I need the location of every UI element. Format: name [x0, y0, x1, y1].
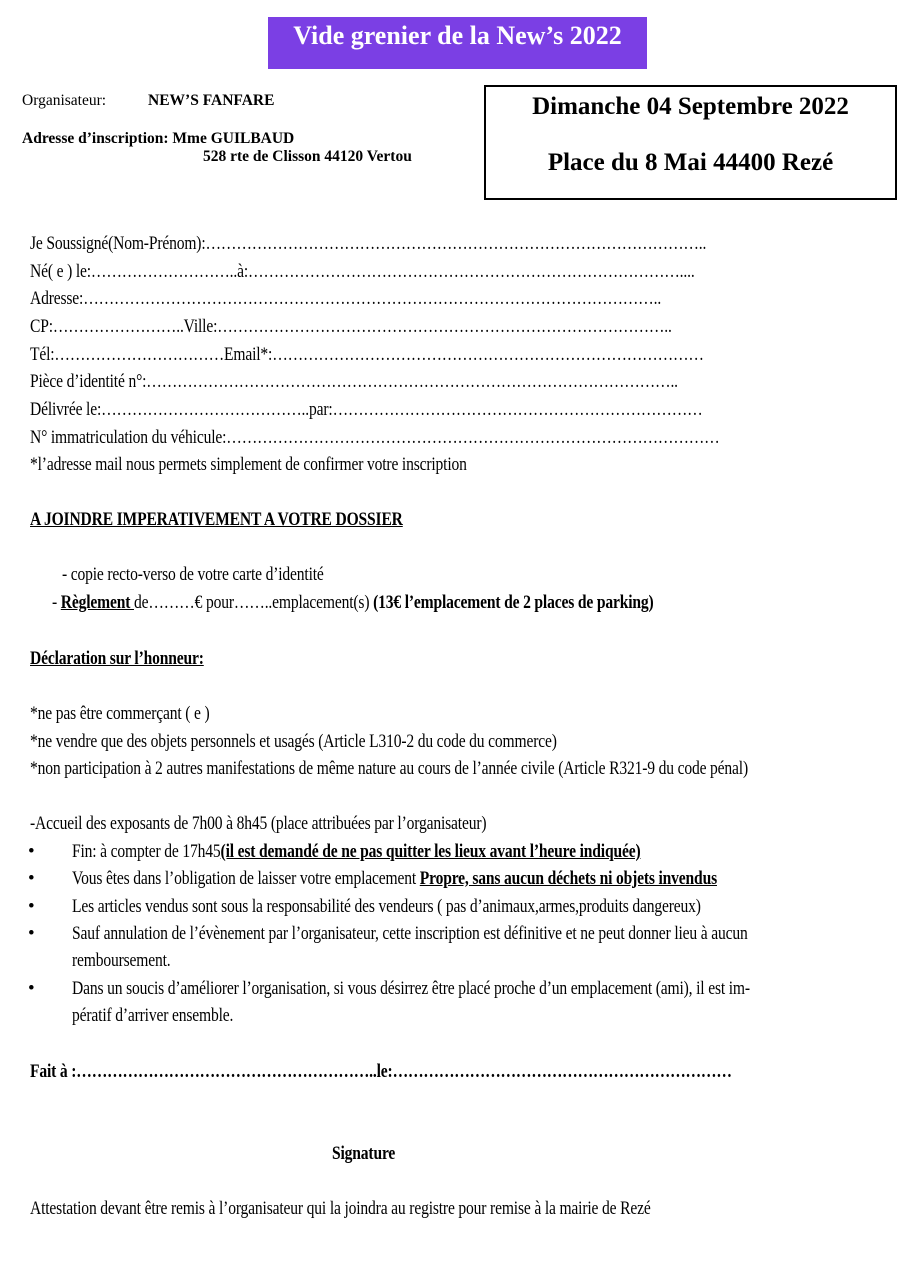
rule-arrive-together-cont: pératif d’arriver ensemble.: [72, 1005, 234, 1026]
rules-intro: -Accueil des exposants de 7h00 à 8h45 (place attribuées par l’organisateur): [30, 813, 487, 834]
rule-clean-spot-text: Vous êtes dans l’obligation de laisser votre emplacement: [72, 868, 420, 889]
fait-a-line: Fait à :…………………………………………………..le:…………………………………………………………: [30, 1061, 732, 1082]
field-id-number: Pièce d’identité n°:…………………………………………………………………………………………..: [30, 371, 678, 392]
bullet-icon: •: [28, 896, 35, 917]
declaration-line: *ne vendre que des objets personnels et usagés (Article L310-2 du code du commerce): [30, 731, 557, 752]
address-label: Adresse d’inscription: Mme GUILBAUD: [22, 130, 295, 147]
email-note: *l’adresse mail nous permets simplement de confirmer votre inscription: [30, 454, 467, 475]
rule-clean-spot: [72, 868, 717, 890]
rule-clean-spot-bold: Propre, sans aucun déchets ni objets invendus: [419, 868, 717, 889]
bullet-icon: •: [28, 868, 35, 889]
field-cp-city: CP:……………………..Ville:……………………………………………………………………………..: [30, 316, 672, 337]
payment-text: de………€ pour……..emplacement(s): [133, 592, 374, 613]
join-section-title: A JOINDRE IMPERATIVEMENT A VOTRE DOSSIER: [30, 509, 403, 530]
rule-end-time-bold: (il est demandé de ne pas quitter les lieux avant l’heure indiquée): [220, 841, 641, 862]
field-issued: Délivrée le:…………………………………..par:………………………………………………………………: [30, 399, 703, 420]
bullet-icon: •: [28, 978, 35, 999]
join-item-payment: [52, 592, 654, 614]
rule-end-time-text: Fin: à compter de 17h45: [72, 841, 221, 862]
field-birth: Né( e ) le:………………………..à:…………………………………………………………………………....: [30, 261, 695, 282]
rule-end-time: [72, 841, 640, 863]
declaration-title: Déclaration sur l’honneur:: [30, 648, 204, 669]
field-address: Adresse:…………………………………………………………………………………………………..: [30, 288, 662, 309]
declaration-line: *non participation à 2 autres manifestations de même nature au cours de l’année civile (Article R321-9 du code pénal): [30, 758, 748, 779]
rule-cancellation-cont: remboursement.: [72, 950, 171, 971]
bullet-icon: •: [28, 923, 35, 944]
payment-price: (13€ l’emplacement de 2 places de parking): [373, 592, 654, 613]
join-item-id: - copie recto-verso de votre carte d’identité: [62, 564, 324, 585]
field-vehicle: N° immatriculation du véhicule:……………………………………………………………………………………: [30, 427, 720, 448]
rule-cancellation: Sauf annulation de l’évènement par l’organisateur, cette inscription est définitive et ne peut donner lieu à aucun: [72, 923, 748, 944]
field-phone-email: Tél:……………………………Email*:…………………………………………………………………………: [30, 344, 704, 365]
event-date: Dimanche 04 Septembre 2022: [532, 93, 849, 120]
attestation-note: Attestation devant être remis à l’organisateur qui la joindra au registre pour remise à la mairie de Rezé: [30, 1198, 651, 1219]
signature-label: Signature: [332, 1143, 396, 1164]
event-place: Place du 8 Mai 44400 Rezé: [547, 149, 834, 176]
organizer-name: NEW’S FANFARE: [148, 92, 275, 109]
payment-label: Règlement: [60, 592, 134, 613]
payment-prefix: -: [52, 592, 61, 613]
title-banner: Vide grenier de la New’s 2022: [268, 17, 647, 69]
rule-responsibility: Les articles vendus sont sous la responsabilité des vendeurs ( pas d’animaux,armes,produits dangereux): [72, 896, 701, 917]
rule-arrive-together: Dans un soucis d’améliorer l’organisation, si vous désirrez être placé proche d’un emplacement (ami), il est im-: [72, 978, 750, 999]
bullet-icon: •: [28, 841, 35, 862]
declaration-line: *ne pas être commerçant ( e ): [30, 703, 210, 724]
field-name: Je Soussigné(Nom-Prénom):……………………………………………………………………………………..: [30, 233, 707, 254]
address-line: 528 rte de Clisson 44120 Vertou: [203, 148, 412, 165]
event-box: [484, 85, 897, 200]
organizer-label: Organisateur:: [22, 92, 107, 109]
